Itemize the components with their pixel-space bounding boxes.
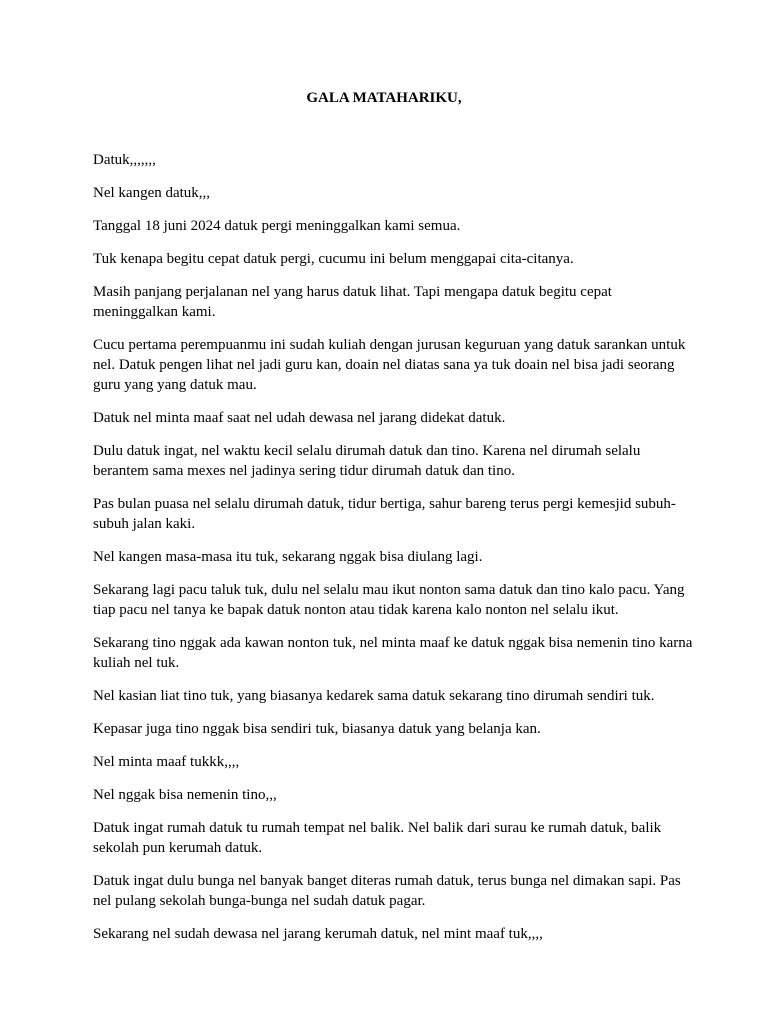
document-body (93, 150, 693, 957)
paragraph-17: Datuk ingat rumah datuk tu rumah tempat nel balik. Nel balik dari surau ke rumah datuk, balik sekolah pun kerumah datuk. (93, 820, 662, 856)
paragraph-15: Nel minta maaf tukkk,,,, (93, 754, 240, 770)
paragraph-18: Datuk ingat dulu bunga nel banyak banget diteras rumah datuk, terus bunga nel dimakan sapi. Pas nel pulang sekolah bunga-bunga nel sudah datuk pagar. (93, 873, 681, 909)
document-title: GALA MATAHARIKU, (306, 90, 462, 106)
paragraph-8: Dulu datuk ingat, nel waktu kecil selalu dirumah datuk dan tino. Karena nel dirumah selalu berantem sama mexes nel jadinya sering tidur dirumah datuk dan tino. (93, 443, 641, 479)
paragraph-12: Sekarang tino nggak ada kawan nonton tuk, nel minta maaf ke datuk nggak bisa nemenin tino karna kuliah nel tuk. (93, 635, 693, 671)
paragraph-5: Masih panjang perjalanan nel yang harus datuk lihat. Tapi mengapa datuk begitu cepat meninggalkan kami. (93, 284, 612, 320)
paragraph-2: Nel kangen datuk,,, (93, 185, 211, 201)
paragraph-10: Nel kangen masa-masa itu tuk, sekarang nggak bisa diulang lagi. (93, 549, 483, 565)
paragraph-11: Sekarang lagi pacu taluk tuk, dulu nel selalu mau ikut nonton sama datuk dan tino kalo pacu. Yang tiap pacu nel tanya ke bapak datuk nonton atau tidak karena kalo nonton nel selalu ikut. (93, 582, 685, 618)
paragraph-1: Datuk,,,,,,, (93, 152, 156, 168)
paragraph-16: Nel nggak bisa nemenin tino,,, (93, 787, 277, 803)
paragraph-6: Cucu pertama perempuanmu ini sudah kuliah dengan jurusan keguruan yang datuk sarankan untuk nel. Datuk pengen lihat nel jadi guru kan, doain nel diatas sana ya tuk doain nel bisa jadi seorang guru yang yang datuk mau. (93, 337, 686, 393)
paragraph-4: Tuk kenapa begitu cepat datuk pergi, cucumu ini belum menggapai cita-citanya. (93, 251, 574, 267)
paragraph-3: Tanggal 18 juni 2024 datuk pergi meninggalkan kami semua. (93, 218, 461, 234)
paragraph-14: Kepasar juga tino nggak bisa sendiri tuk, biasanya datuk yang belanja kan. (93, 721, 541, 737)
paragraph-9: Pas bulan puasa nel selalu dirumah datuk, tidur bertiga, sahur bareng terus pergi kemesjid subuh-subuh jalan kaki. (93, 496, 676, 532)
paragraph-19: Sekarang nel sudah dewasa nel jarang kerumah datuk, nel mint maaf tuk,,,, (93, 926, 543, 942)
paragraph-13: Nel kasian liat tino tuk, yang biasanya kedarek sama datuk sekarang tino dirumah sendiri tuk. (93, 688, 655, 704)
paragraph-7: Datuk nel minta maaf saat nel udah dewasa nel jarang didekat datuk. (93, 410, 506, 426)
